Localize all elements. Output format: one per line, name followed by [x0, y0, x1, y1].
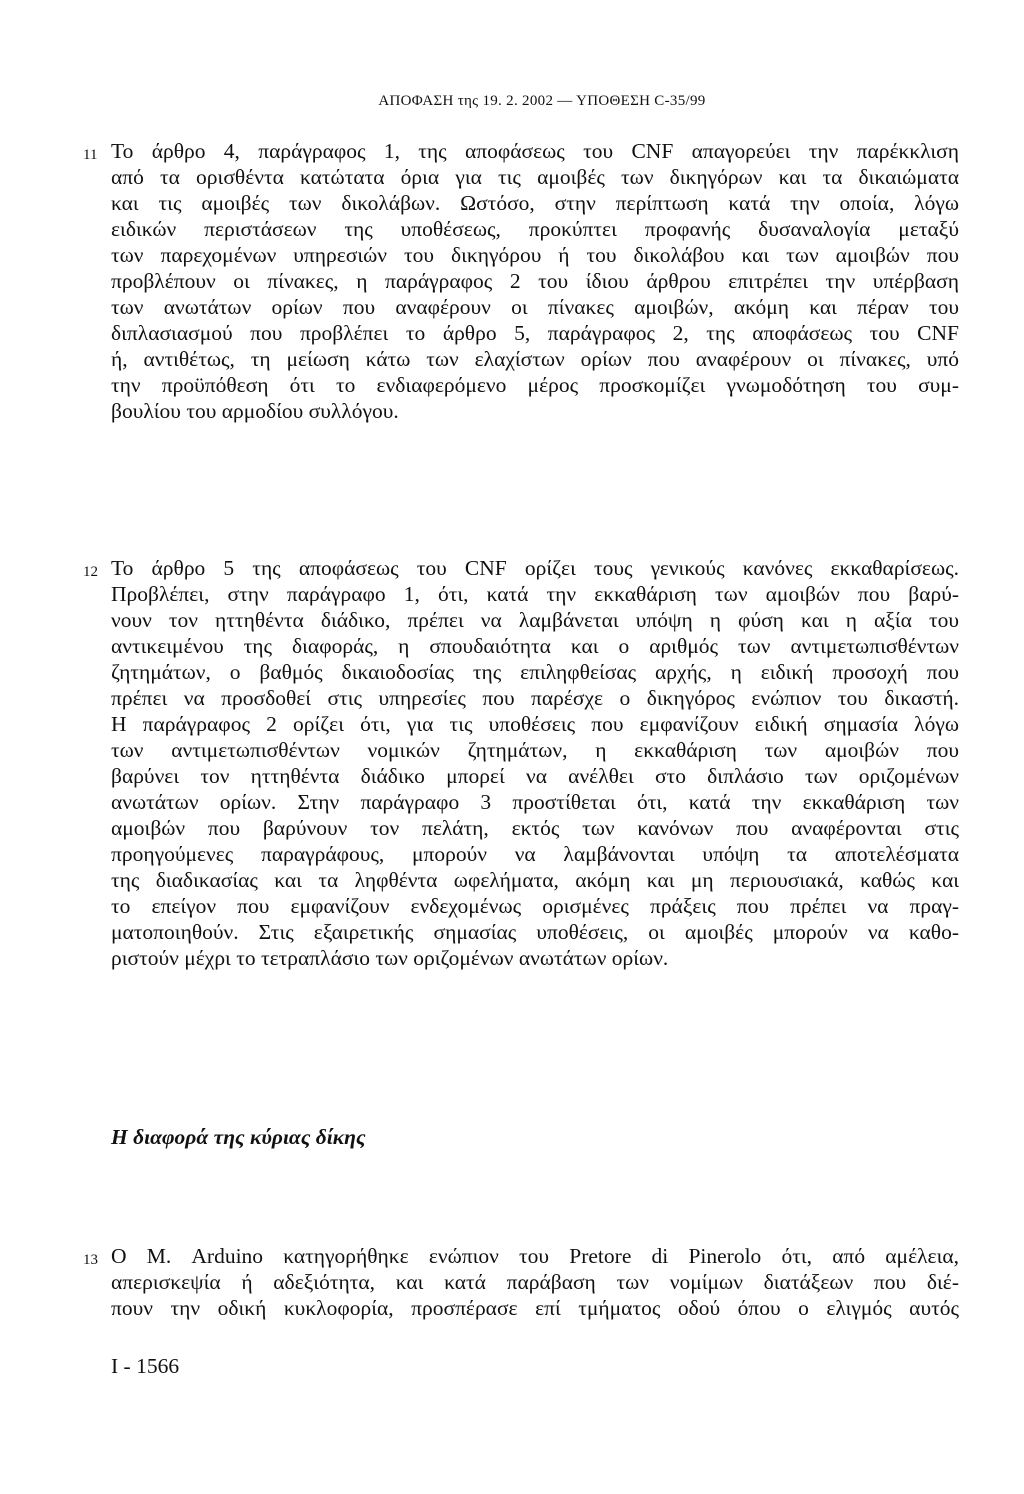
text-line: βαρύνει τον ηττηθέντα διάδικο μπορεί να ανέλθει στο διπλάσιο των οριζομένων	[111, 764, 959, 788]
paragraph-number: 13	[83, 1252, 98, 1268]
text-line: αμοιβών που βαρύνουν τον πελάτη, εκτός των κανόνων που αναφέρονται στις	[111, 816, 959, 840]
paragraph-11	[111, 138, 959, 424]
text-line: απερισκεψία ή αδεξιότητα, και κατά παράβαση των νομίμων διατάξεων που διέ-	[111, 1270, 959, 1294]
text-line: ζητημάτων, ο βαθμός δικαιοδοσίας της επιληφθείσας αρχής, η ειδική προσοχή που	[111, 660, 959, 684]
text-line: νουν τον ηττηθέντα διάδικο, πρέπει να λαμβάνεται υπόψη η φύση και η αξία του	[111, 608, 959, 632]
text-line: πουν την οδική κυκλοφορία, προσπέρασε επί τμήματος οδού όπου ο ελιγμός αυτός	[111, 1296, 959, 1320]
text-line: Προβλέπει, στην παράγραφο 1, ότι, κατά την εκκαθάριση των αμοιβών που βαρύ-	[111, 582, 959, 606]
paragraph-13	[111, 1243, 959, 1321]
text-line: από τα ορισθέντα κατώτατα όρια για τις αμοιβές των δικηγόρων και τα δικαιώματα	[111, 165, 959, 189]
text-line: το επείγον που εμφανίζουν ενδεχομένως ορισμένες πράξεις που πρέπει να πραγ-	[111, 894, 959, 918]
text-line: ματοποιηθούν. Στις εξαιρετικής σημασίας υποθέσεις, οι αμοιβές μπορούν να καθο-	[111, 920, 959, 944]
text-line: Το άρθρο 4, παράγραφος 1, της αποφάσεως του CNF απαγορεύει την παρέκκλιση	[111, 139, 959, 163]
page-number: I - 1566	[111, 1354, 180, 1378]
text-line: των αντιμετωπισθέντων νομικών ζητημάτων, η εκκαθάριση των αμοιβών που	[111, 738, 959, 762]
paragraph-number: 11	[83, 147, 98, 163]
text-line: ειδικών περιστάσεων της υποθέσεως, προκύπτει προφανής δυσαναλογία μεταξύ	[111, 217, 959, 241]
paragraph-12	[111, 555, 959, 971]
text-line: αντικειμένου της διαφοράς, η σπουδαιότητα και ο αριθμός των αντιμετωπισθέντων	[111, 634, 959, 658]
text-line: την προϋπόθεση ότι το ενδιαφερόμενο μέρος προσκομίζει γνωμοδότηση του συμ-	[111, 373, 959, 397]
text-line: ή, αντιθέτως, τη μείωση κάτω των ελαχίστων ορίων που αναφέρουν οι πίνακες, υπό	[111, 347, 959, 371]
text-line: και τις αμοιβές των δικολάβων. Ωστόσο, στην περίπτωση κατά την οποία, λόγω	[111, 191, 959, 215]
text-line: Το άρθρο 5 της αποφάσεως του CNF ορίζει τους γενικούς κανόνες εκκαθαρίσεως.	[111, 556, 959, 580]
text-line: Ο Μ. Arduino κατηγορήθηκε ενώπιον του Pretore di Pinerolo ότι, από αμέλεια,	[111, 1244, 959, 1268]
text-line: πρέπει να προσδοθεί στις υπηρεσίες που παρέσχε ο δικηγόρος ενώπιον του δικαστή.	[111, 686, 959, 710]
text-line: ανωτάτων ορίων. Στην παράγραφο 3 προστίθεται ότι, κατά την εκκαθάριση των	[111, 790, 959, 814]
paragraph-number: 12	[83, 564, 98, 580]
text-line: προηγούμενες παραγράφους, μπορούν να λαμβάνονται υπόψη τα αποτελέσματα	[111, 842, 959, 866]
running-header: ΑΠΟΦΑΣΗ της 19. 2. 2002 — ΥΠΟΘΕΣΗ C-35/99	[378, 93, 706, 109]
text-line: βουλίου του αρμοδίου συλλόγου.	[111, 399, 399, 423]
text-line: προβλέπουν οι πίνακες, η παράγραφος 2 του ίδιου άρθρου επιτρέπει την υπέρβαση	[111, 269, 959, 293]
text-line: της διαδικασίας και τα ληφθέντα ωφελήματα, ακόμη και μη περιουσιακά, καθώς και	[111, 868, 959, 892]
text-line: των ανωτάτων ορίων που αναφέρουν οι πίνακες αμοιβών, ακόμη και πέραν του	[111, 295, 959, 319]
section-heading: Η διαφορά της κύριας δίκης	[111, 1125, 366, 1149]
text-line: των παρεχομένων υπηρεσιών του δικηγόρου ή του δικολάβου και των αμοιβών που	[111, 243, 959, 267]
text-line: διπλασιασμού που προβλέπει το άρθρο 5, παράγραφος 2, της αποφάσεως του CNF	[111, 321, 959, 345]
text-line: Η παράγραφος 2 ορίζει ότι, για τις υποθέσεις που εμφανίζουν ειδική σημασία λόγω	[111, 712, 959, 736]
text-line: ριστούν μέχρι το τετραπλάσιο των οριζομένων ανωτάτων ορίων.	[111, 946, 669, 970]
